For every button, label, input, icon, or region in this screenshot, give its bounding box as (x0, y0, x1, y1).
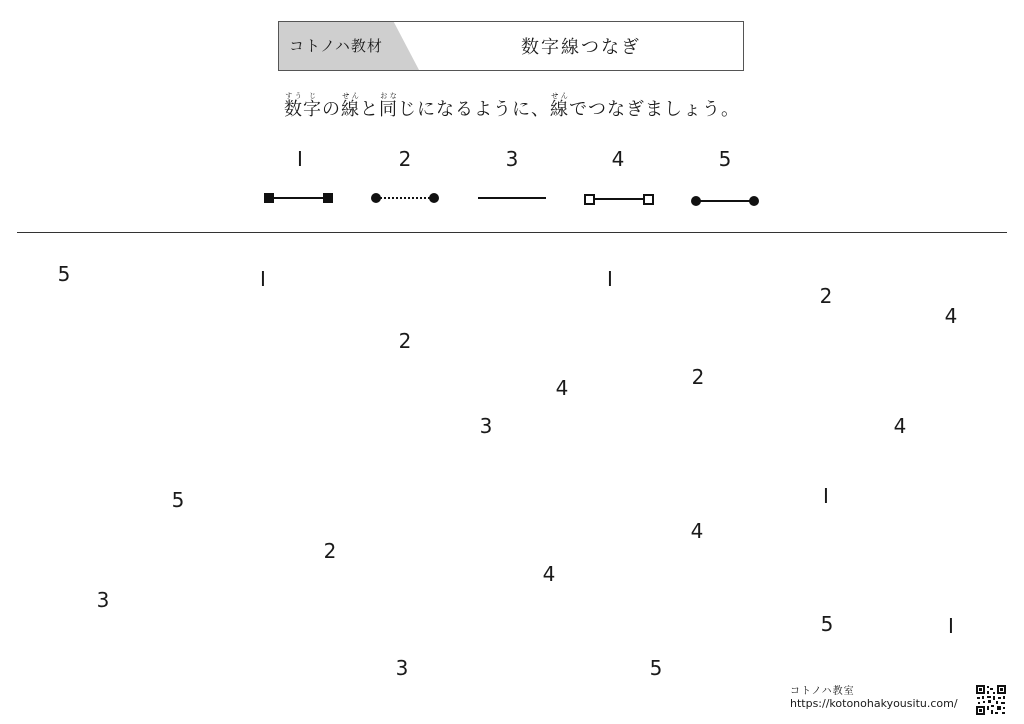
key-line-4 (585, 195, 653, 204)
key-number: 2 (398, 147, 412, 171)
qr-code-icon (975, 684, 1007, 716)
instruction-kanji: 数すう (284, 92, 303, 120)
number-point[interactable]: 2 (691, 365, 705, 389)
instruction-kanji: 線せん (550, 92, 569, 120)
number-point[interactable]: 3 (395, 656, 409, 680)
number-point[interactable]: 4 (542, 562, 556, 586)
number-point[interactable]: 5 (171, 488, 185, 512)
key-line-5 (691, 196, 759, 206)
key-number: 3 (505, 147, 519, 171)
section-divider (17, 232, 1007, 233)
number-point[interactable]: 2 (398, 329, 412, 353)
number-point[interactable]: 4 (555, 376, 569, 400)
key-line-1 (264, 193, 333, 203)
number-point[interactable]: I (260, 267, 266, 291)
instruction-text (0, 92, 1024, 121)
footer-url[interactable]: https://kotonohakyousitu.com/ (790, 697, 958, 710)
worksheet-title: 数字線つなぎ (521, 37, 641, 58)
key-line-2 (371, 193, 439, 203)
number-point[interactable]: 4 (944, 304, 958, 328)
number-point[interactable]: 5 (57, 262, 71, 286)
key-number: 4 (611, 147, 625, 171)
number-point[interactable]: 2 (323, 539, 337, 563)
instruction-segment: でつなぎましょう。 (569, 99, 740, 120)
number-point[interactable]: 2 (819, 284, 833, 308)
instruction-segment: の (322, 99, 341, 120)
number-point[interactable]: 3 (479, 414, 493, 438)
number-point[interactable]: 3 (96, 588, 110, 612)
number-point[interactable]: 5 (820, 612, 834, 636)
key-number: 5 (718, 147, 732, 171)
footer-school-name: コトノハ教室 (790, 686, 855, 697)
line-style-key (0, 180, 1024, 220)
instruction-segment: じになるように、 (398, 99, 550, 120)
number-point[interactable]: 4 (893, 414, 907, 438)
instruction-kanji: 字じ (303, 92, 322, 120)
number-point[interactable]: 5 (649, 656, 663, 680)
key-number: I (297, 147, 303, 171)
brand-label: コトノハ教材 (289, 37, 383, 55)
instruction-kanji: 線せん (341, 92, 360, 120)
number-point[interactable]: I (607, 267, 613, 291)
number-point[interactable]: I (948, 614, 954, 638)
instruction-kanji: 同おな (379, 92, 398, 120)
instruction-segment: と (360, 99, 379, 120)
number-point[interactable]: 4 (690, 519, 704, 543)
worksheet-header (278, 21, 744, 71)
number-point[interactable]: I (823, 484, 829, 508)
